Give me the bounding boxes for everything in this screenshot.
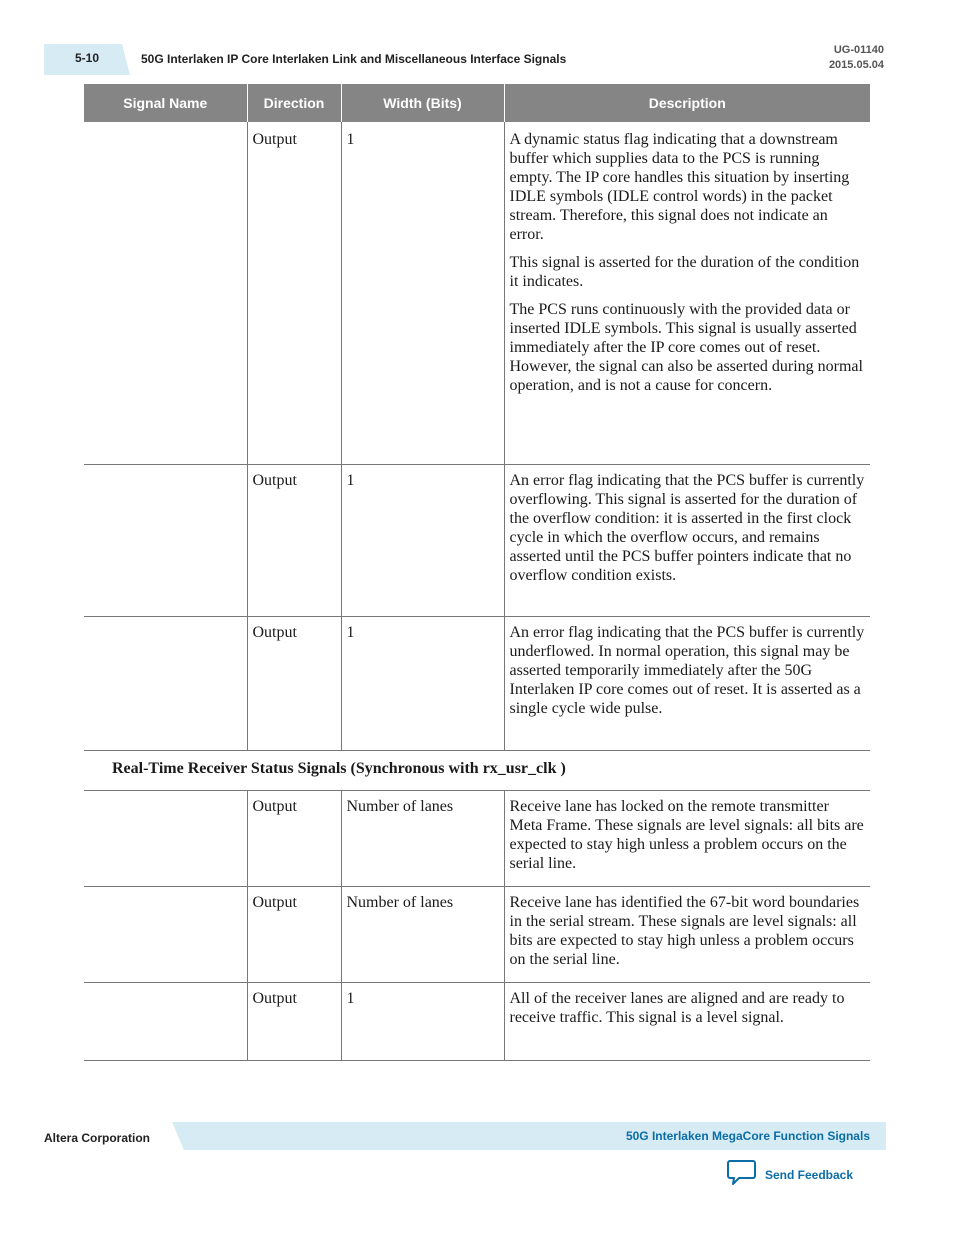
signals-table [84, 84, 870, 1061]
description-paragraph: An error flag indicating that the PCS buffer is currently overflowing. This signal is asserted for the duration of the overflow condition: it is asserted in the first clock cycle in which the overflow occurs, and remains asserted until the PCS buffer pointers indicate that no overflow condition exists. [509, 471, 865, 584]
document-id: UG-01140 [833, 44, 884, 56]
description-paragraph: Receive lane has identified the 67-bit word boundaries in the serial stream. These signals are level signals: all bits are expected to stay high unless a problem occurs on the serial line. [509, 893, 860, 968]
column-header-signal-name: Signal Name [84, 84, 247, 122]
direction-cell: Output [247, 982, 341, 1060]
table-row [84, 464, 870, 616]
width-cell: 1 [341, 982, 504, 1060]
table-row [84, 886, 870, 982]
signal-name-cell [84, 616, 247, 750]
description-cell [504, 122, 870, 464]
section-heading-row [84, 750, 870, 790]
document-id-block [829, 43, 884, 73]
table-row [84, 122, 870, 464]
width-cell: 1 [341, 122, 504, 464]
table-row [84, 616, 870, 750]
column-header-width: Width (Bits) [341, 84, 504, 122]
description-cell [504, 616, 870, 750]
width-cell: 1 [341, 616, 504, 750]
direction-cell: Output [247, 122, 341, 464]
description-paragraph: All of the receiver lanes are aligned and are ready to receive traffic. This signal is a level signal. [509, 989, 845, 1026]
description-paragraph: Receive lane has locked on the remote transmitter Meta Frame. These signals are level signals: all bits are expected to stay high unless a problem occurs on the serial line. [509, 797, 864, 872]
column-header-description: Description [504, 84, 870, 122]
width-cell: Number of lanes [341, 790, 504, 886]
signal-name-cell [84, 790, 247, 886]
table-header-row [84, 84, 870, 122]
width-cell: Number of lanes [341, 886, 504, 982]
section-heading: Real-Time Receiver Status Signals (Synchronous with rx_usr_clk ) [84, 750, 870, 790]
direction-cell: Output [247, 616, 341, 750]
feedback-icon [727, 1159, 756, 1190]
description-paragraph: An error flag indicating that the PCS buffer is currently underflowed. In normal operation, this signal may be asserted temporarily immediately after the 50G Interlaken IP core comes out of reset. It is asserted as a single cycle wide pulse. [509, 623, 865, 717]
send-feedback-link[interactable] [727, 1159, 853, 1190]
direction-cell: Output [247, 886, 341, 982]
table-row [84, 790, 870, 886]
page-header-title: 50G Interlaken IP Core Interlaken Link and Miscellaneous Interface Signals [141, 52, 567, 66]
signal-name-cell [84, 122, 247, 464]
send-feedback-label: Send Feedback [765, 1167, 854, 1182]
column-header-direction: Direction [247, 84, 341, 122]
footer-section-title: 50G Interlaken MegaCore Function Signals [625, 1129, 870, 1143]
signal-name-cell [84, 886, 247, 982]
table-row [84, 982, 870, 1060]
signal-name-cell [84, 464, 247, 616]
description-cell [504, 982, 870, 1060]
footer-company: Altera Corporation [44, 1131, 151, 1145]
width-cell: 1 [341, 464, 504, 616]
signal-name-cell [84, 982, 247, 1060]
description-paragraph: The PCS runs continuously with the provided data or inserted IDLE symbols. This signal is usually asserted immediately after the IP core comes out of reset. However, the signal can also be asserted during normal operation, and is not a cause for concern. [509, 301, 863, 394]
description-cell [504, 886, 870, 982]
direction-cell: Output [247, 464, 341, 616]
page-number: 5-10 [75, 51, 100, 65]
description-cell [504, 790, 870, 886]
description-paragraph: This signal is asserted for the duration of the condition it indicates. [509, 254, 860, 290]
document-date: 2015.05.04 [828, 59, 884, 71]
direction-cell: Output [247, 790, 341, 886]
description-cell [504, 464, 870, 616]
description-paragraph: A dynamic status flag indicating that a downstream buffer which supplies data to the PCS is running empty. The IP core handles this situation by inserting IDLE symbols (IDLE control words) in the packet stream. Therefore, this signal does not indicate an error. [509, 131, 850, 243]
